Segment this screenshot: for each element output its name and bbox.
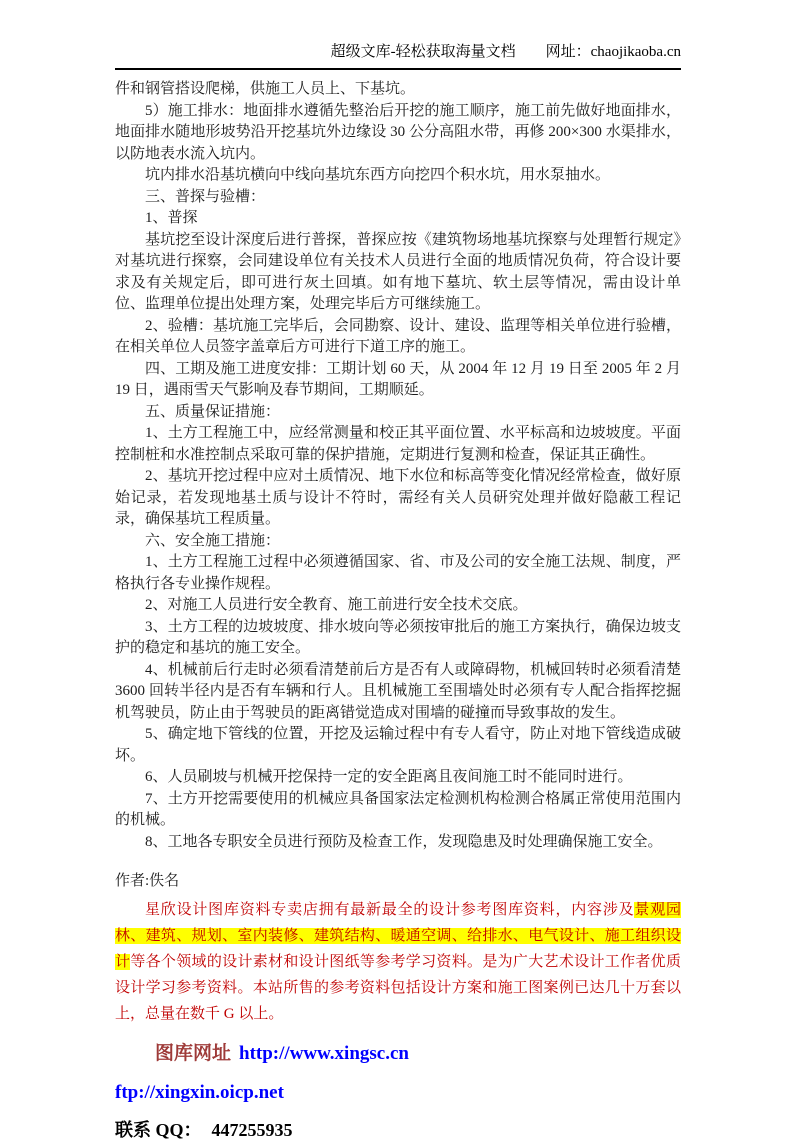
document-body [115, 79, 681, 853]
paragraph: 8、工地各专职安全员进行预防及检查工作，发现隐患及时处理确保施工安全。 [145, 833, 663, 850]
qq-number: 447255935 [211, 1119, 293, 1140]
paragraph: 5、确定地下管线的位置，开挖及运输过程中有专人看守，防止对地下管线造成破坏。 [115, 726, 681, 764]
ftp-url-link[interactable]: ftp://xingxin.oicp.net [115, 1081, 284, 1103]
highlighted-text: 景观园林、建筑、规划、室内装修、建筑结构、暖通空调、给排水、电气设计、施工组织设计 [115, 901, 681, 970]
qq-label: 联系 QQ： [115, 1119, 202, 1140]
page-content [115, 0, 681, 1144]
paragraph: 1、普探 [145, 210, 198, 226]
paragraph: 2、验槽：基坑施工完毕后，会同勘察、设计、建设、监理等相关单位进行验槽，在相关单位人员签字盖章后方可进行下道工序的施工。 [115, 317, 681, 355]
paragraph: 件和钢管搭设爬梯，供施工人员上、下基坑。 [115, 81, 416, 97]
ftp-link-line [115, 1078, 681, 1108]
paragraph: 2、基坑开挖过程中应对土质情况、地下水位和标高等变化情况经常检查，做好原始记录，若发现地基土质与设计不符时，需经有关人员研究处理并做好隐蔽工程记录，确保基坑工程质量。 [115, 468, 681, 527]
section-heading: 三、普探与验槽： [145, 188, 266, 205]
gallery-link-line [115, 1039, 681, 1069]
promo-paragraph [115, 897, 681, 1027]
gallery-label: 图库网址 [155, 1042, 232, 1064]
section-heading: 五、质量保证措施： [145, 403, 281, 420]
section-heading: 四、工期及施工进度安排：工期计划 60 天，从 2004 年 12 月 19 日至 2005 年 2 月 19 日，遇雨雪天气影响及春节期间，工期顺延。 [115, 360, 681, 398]
paragraph: 3、土方工程的边坡坡度、排水坡向等必须按审批后的施工方案执行，确保边坡支护的稳定和基坑的施工安全。 [115, 618, 681, 656]
section-heading: 六、安全施工措施： [145, 532, 281, 549]
header-url-label: 网址： [545, 44, 591, 60]
paragraph: 2、对施工人员进行安全教育、施工前进行安全技术交底。 [145, 597, 528, 613]
paragraph: 7、土方开挖需要使用的机械应具备国家法定检测机构检测合格属正常使用范围内的机械。 [115, 790, 681, 828]
paragraph: 1、土方工程施工过程中必须遵循国家、省、市及公司的安全施工法规、制度，严格执行各专业操作规程。 [115, 554, 681, 592]
author-line: 作者:佚名 [115, 873, 180, 889]
paragraph: 坑内排水沿基坑横向中线向基坑东西方向挖四个积水坑，用水泵抽水。 [145, 167, 611, 183]
paragraph: 6、人员刷坡与机械开挖保持一定的安全距离且夜间施工时不能同时进行。 [145, 769, 633, 785]
paragraph: 1、土方工程施工中，应经常测量和校正其平面位置、水平标高和边坡坡度。平面控制桩和水准控制点采取可靠的保护措施，定期进行复测和检查，保证其正确性。 [115, 425, 681, 463]
paragraph: 5）施工排水：地面排水遵循先整治后开挖的施工顺序，施工前先做好地面排水，地面排水随地形坡势沿开挖基坑外边缘设 30 公分高阻水带，再修 200×300 水渠排水，以防地表水流入坑内。 [115, 102, 681, 162]
qq-line [115, 1116, 681, 1144]
header-site-label: 超级文库-轻松获取海量文档 [330, 44, 516, 60]
gallery-url-link[interactable]: http://www.xingsc.cn [239, 1042, 409, 1064]
paragraph: 基坑挖至设计深度后进行普探，普探应按《建筑物场地基坑探察与处理暂行规定》对基坑进行探察，会同建设单位有关技术人员进行全面的地质情况负荷，符合设计要求及有关规定后，即可进行灰土回填。如有地下墓坑、软土层等情况，需由设计单位、监理单位提出处理方案，处理完毕后方可继续施工。 [115, 231, 681, 312]
promo-prefix: 星欣设计图库资料专卖店拥有最新最全的设计参考图库资料，内容涉及 [145, 901, 635, 918]
paragraph: 4、机械前后行走时必须看清楚前后方是否有人或障碍物，机械回转时必须看清楚 3600 回转半径内是否有车辆和行人。且机械施工至围墙处时必须有专人配合指挥挖掘机驾驶员，防止由于驾驶员的距离错觉造成对围墙的碰撞而导致事故的发生。 [115, 661, 681, 721]
header-site-url: chaojikaoba.cn [590, 44, 681, 60]
page-header [115, 0, 681, 70]
promo-suffix: 等各个领域的设计素材和设计图纸等参考学习资料。是为广大艺术设计工作者优质设计学习参考资料。本站所售的参考资料包括设计方案和施工图案例已达几十万套以上，总量在数千 G 以上。 [115, 953, 681, 1022]
footer-block [115, 871, 681, 1144]
